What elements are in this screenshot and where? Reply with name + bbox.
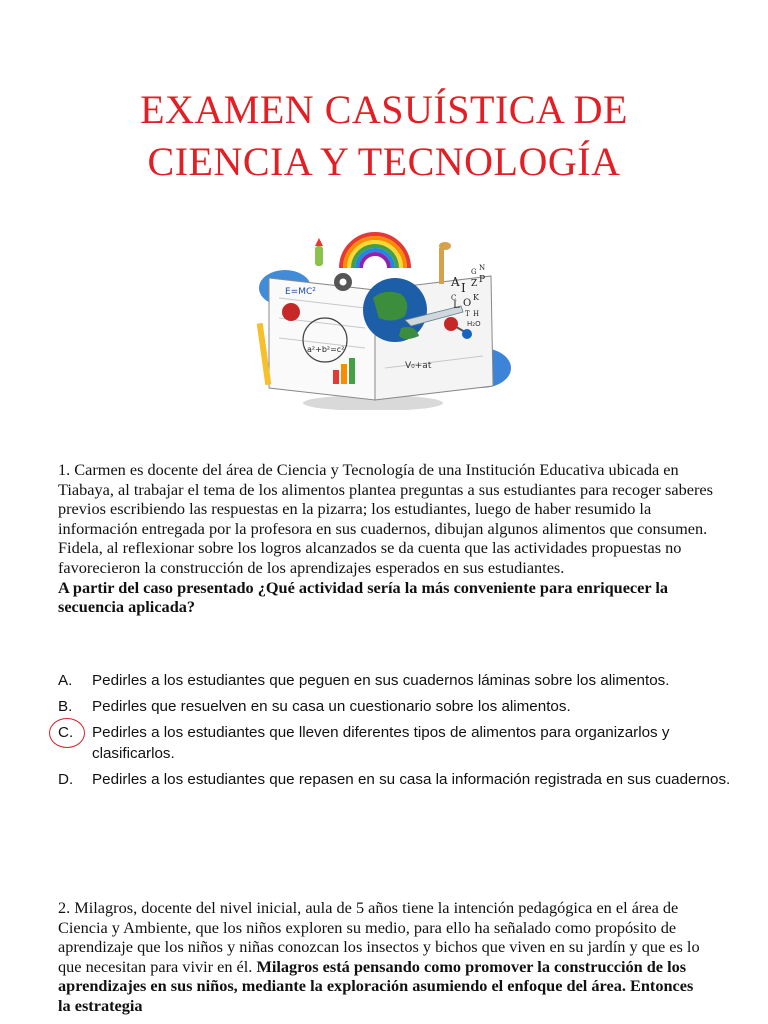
formula-pythagoras: a²+b²=c² xyxy=(307,345,345,354)
letter-l: L xyxy=(453,300,460,311)
option-c[interactable] xyxy=(58,722,738,764)
option-a-letter: A. xyxy=(58,672,73,689)
page-title xyxy=(0,84,768,188)
option-c-letter-circled: C. xyxy=(58,724,74,741)
option-b[interactable] xyxy=(58,696,738,717)
letter-k: K xyxy=(473,293,479,302)
rainbow-icon xyxy=(341,234,409,268)
option-a[interactable] xyxy=(58,670,738,691)
question-1-prompt: A partir del caso presentado ¿Qué actividad sería la más conveniente para enriquecer la secuencia aplicada? xyxy=(58,577,669,617)
formula-emc2: E=MC² xyxy=(285,287,316,297)
question-1-body: 1. Carmen es docente del área de Ciencia y Tecnología de una Institución Educativa ubicada en Tiabaya, al trabajar el tema de los alimentos plantea preguntas a sus estudiantes para recoger saberes previos escribiendo las respuestas en la pizarra; los estudiantes, luego de haber resumido la información entregada por la profesora en sus cuadernos, dibujan algunos alimentos que consumen. Fidela, al reflexionar sobre los logros alcanzados se da cuenta que las actividades propuestas no favorecieron la construcción de los aprendizajes esperados en sus estudiantes. xyxy=(58,460,713,577)
option-b-text: Pedirles que resuelven en su casa un cuestionario sobre los alimentos. xyxy=(92,698,571,715)
letter-c: C xyxy=(451,294,457,302)
option-c-text: Pedirles a los estudiantes que lleven diferentes tipos de alimentos para organizarlos y clasificarlos. xyxy=(92,724,670,762)
letter-z: Z xyxy=(471,279,478,289)
letter-h: H xyxy=(473,310,480,318)
question-1 xyxy=(58,460,718,617)
science-book-illustration xyxy=(255,228,515,410)
question-2-body: 2. Milagros, docente del nivel inicial, aula de 5 años tiene la intención pedagógica en el área de Ciencia y Ambiente, que los niños exploren su medio, para ello ha señalado como propósito de aprendizaje que los niños y niñas conozcan los insectos y bichos que viven en su jardín y que es lo que necesitan para vivir en él. xyxy=(58,898,700,976)
letter-o: O xyxy=(463,298,472,309)
letter-p: P xyxy=(479,275,486,285)
red-ball-icon xyxy=(282,303,300,321)
letter-a: A xyxy=(451,275,460,289)
option-a-text: Pedirles a los estudiantes que peguen en sus cuadernos láminas sobre los alimentos. xyxy=(92,672,670,689)
question-2 xyxy=(58,898,708,1016)
letter-t: T xyxy=(465,310,470,318)
option-d[interactable] xyxy=(58,769,738,790)
question-1-options xyxy=(58,670,738,795)
title-line-2: CIENCIA Y TECNOLOGÍA xyxy=(147,139,621,184)
letter-g: G xyxy=(471,268,477,276)
formula-velocity: V₀+at xyxy=(405,361,432,371)
option-b-letter: B. xyxy=(58,698,73,715)
option-d-text: Pedirles a los estudiantes que repasen en su casa la información registrada en sus cuadernos. xyxy=(92,771,731,788)
option-d-letter: D. xyxy=(58,771,74,788)
letter-i: I xyxy=(461,281,466,295)
letter-n: N xyxy=(479,264,486,272)
rocket-icon xyxy=(315,238,323,266)
title-line-1: EXAMEN CASUÍSTICA DE xyxy=(140,87,628,132)
giraffe-icon xyxy=(439,242,451,284)
chem-h2o: H₂O xyxy=(467,320,481,328)
question-2-bold-tail: Milagros está pensando como promover la construcción de los aprendizajes en sus niños, mediante la exploración asumiendo el enfoque del área. Entonces la estrategia xyxy=(58,956,694,1015)
